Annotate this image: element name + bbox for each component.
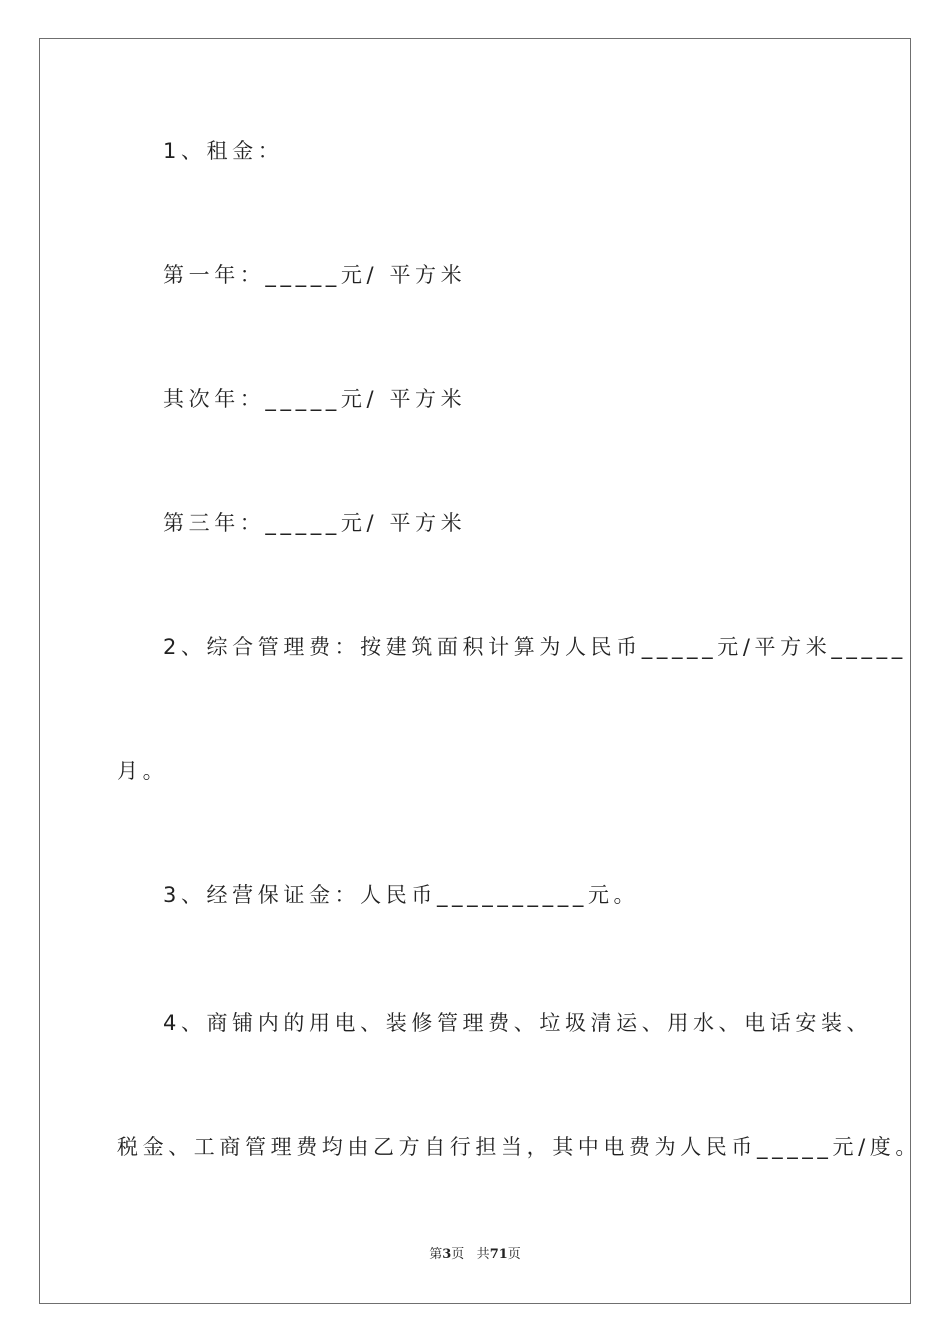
- deposit-line: 3、经营保证金：人民币__________元。: [163, 883, 640, 907]
- utilities-continuation: 税金、工商管理费均由乙方自行担当，其中电费为人民币_____元/度。: [117, 1135, 921, 1159]
- page-number: 3: [442, 1247, 452, 1262]
- rent-year-3: 第三年：_____元/ 平方米: [163, 511, 467, 535]
- page-total: 71: [489, 1247, 508, 1262]
- rent-year-2: 其次年：_____元/ 平方米: [163, 387, 467, 411]
- page-suffix: 页: [451, 1247, 465, 1262]
- rent-year-1: 第一年：_____元/ 平方米: [163, 263, 467, 287]
- total-suffix: 页: [507, 1247, 521, 1262]
- page-border: [39, 38, 911, 1304]
- total-prefix: 共: [476, 1247, 490, 1262]
- utilities-line: 4、商铺内的用电、装修管理费、垃圾清运、用水、电话安装、: [163, 1011, 873, 1035]
- page-footer: [0, 1246, 950, 1264]
- rent-heading: 1、租金：: [163, 139, 284, 163]
- management-fee-continuation: 月。: [117, 759, 169, 783]
- management-fee-line: 2、综合管理费：按建筑面积计算为人民币_____元/平方米_____: [163, 635, 907, 659]
- page-prefix: 第: [429, 1247, 443, 1262]
